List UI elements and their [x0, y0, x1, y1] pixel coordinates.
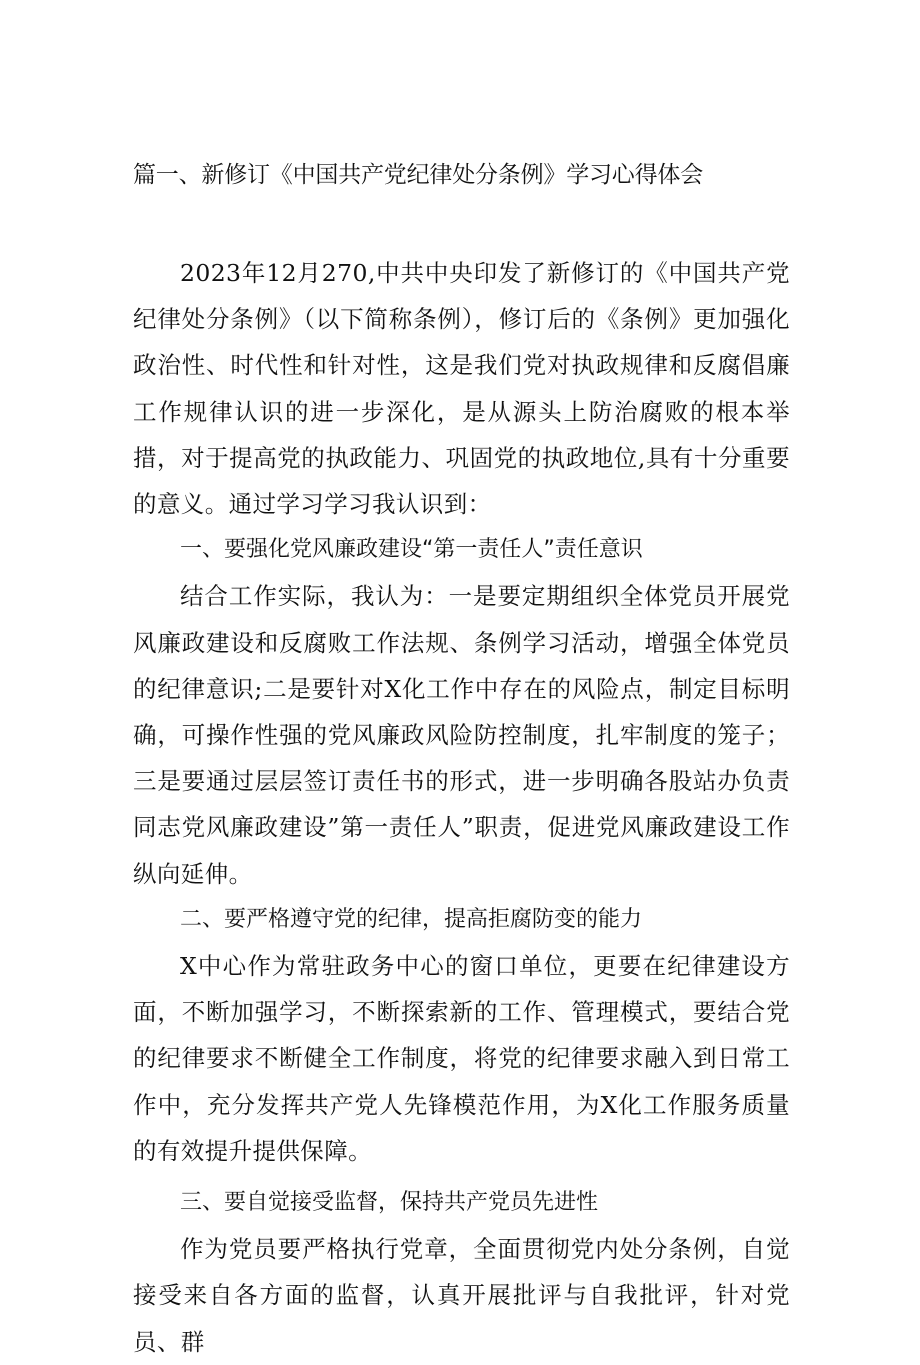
- section-1-heading: 一、要强化党风廉政建设“第一责任人”责任意识: [180, 537, 643, 563]
- section-2-paragraph: X中心作为常驻政务中心的窗口单位，更要在纪律建设方面，不断加强学习，不断探索新的工作、管理模式，要结合党的纪律要求不断健全工作制度，将党的纪律要求融入到日常工作中，充分发挥共产党人先锋模范作用，为X化工作服务质量的有效提升提供保障。: [133, 952, 790, 1165]
- section-2-heading: 二、要严格遵守党的纪律，提高拒腐防变的能力: [180, 906, 643, 932]
- intro-paragraph: 2023年12月270,中共中央印发了新修订的《中国共产党纪律处分条例》（以下简称条例），修订后的《条例》更加强化政治性、时代性和针对性，这是我们党对执政规律和反腐倡廉工作规律认识的进一步深化，是从源头上防治腐败的根本举措，对于提高党的执政能力、巩固党的执政地位,具有十分重要的意义。通过学习学习我认识到：: [133, 259, 790, 519]
- section-1-paragraph: 结合工作实际，我认为：一是要定期组织全体党员开展党风廉政建设和反腐败工作法规、条例学习活动，增强全体党员的纪律意识;二是要针对X化工作中存在的风险点，制定目标明确，可操作性强的党风廉政风险防控制度，扎牢制度的笼子；三是要通过层层签订责任书的形式，进一步明确各股站办负责同志党风廉政建设”第一责任人”职责，促进党风廉政建设工作纵向延伸。: [133, 582, 790, 888]
- document-body: [133, 250, 790, 1365]
- section-3-paragraph: 作为党员要严格执行党章，全面贯彻党内处分条例，自觉接受来自各方面的监督，认真开展批评与自我批评，针对党员、群: [133, 1235, 790, 1356]
- document-title: 篇一、新修订《中国共产党纪律处分条例》学习心得体会: [133, 162, 704, 188]
- section-3-heading: 三、要自觉接受监督，保持共产党员先进性: [180, 1190, 599, 1216]
